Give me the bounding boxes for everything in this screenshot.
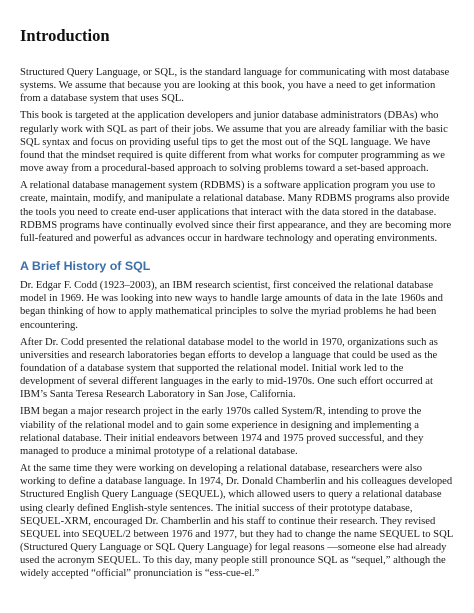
section-paragraph: IBM began a major research project in the early 1970s called System/R, intending to prove the viability of the relational model and to gain some experience in designing and implementing a relational database. Their initial endeavors between 1974 and 1975 proved successful, and they managed to produce a minimal prototype of a relational database. <box>20 406 424 457</box>
section-paragraph: At the same time they were working on developing a relational database, researchers were also working to define a database language. In 1974, Dr. Donald Chamberlin and his colleagues developed Structured English Query Language (SEQUEL), which allowed users to query a relational database using clearly defined English-style sentences. The initial success of their prototype database, SEQUEL-XRM, encouraged Dr. Chamberlin and his staff to continue their research. They revised SEQUEL into SEQUEL/2 between 1976 and 1977, but they had to change the name SEQUEL to SQL (Structured Query Language or SQL Query Language) for legal reasons —someone else had already used the acronym SEQUEL. To this day, many people still pronounce SQL as “sequel,” although the widely accepted “official” pronunciation is “ess-cue-el.” <box>20 463 453 580</box>
intro-paragraph: This book is targeted at the application developers and junior database administrators (DBAs) who regularly work with SQL as part of their jobs. We assume that you are already familiar with the basic SQL syntax and focus on providing useful tips to get the most out of the SQL language. We have found that the mindset required is quite different from what works for computer programming as we move away from a procedural-based approach to solving problems toward a set-based approach. <box>20 110 448 175</box>
page-title: Introduction <box>20 26 110 45</box>
section-paragraph: Dr. Edgar F. Codd (1923–2003), an IBM research scientist, first conceived the relational database model in 1969. He was looking into new ways to handle large amounts of data in the late 1960s and began thinking of how to apply mathematical principles to solve the myriad problems he had been encountering. <box>20 280 443 331</box>
intro-paragraph: Structured Query Language, or SQL, is the standard language for communicating with most database systems. We assume that because you are looking at this book, you have a need to get information from a database system that uses SQL. <box>20 67 450 105</box>
section-heading: A Brief History of SQL <box>20 259 151 274</box>
intro-paragraph: A relational database management system (RDBMS) is a software application program you use to create, maintain, modify, and manipulate a relational database. Many RDBMS programs also provide the tools you need to create end-user applications that interact with the data stored in the database. RDBMS programs have continually evolved since their first appearance, and they are becoming more full-featured and powerful as advances occur in hardware technology and operating environments. <box>20 180 452 244</box>
document-page <box>20 26 454 584</box>
section-paragraph: After Dr. Codd presented the relational database model to the world in 1970, organizations such as universities and research laboratories began efforts to develop a language that could be used as the foundation of a database system that supported the relational model. Initial work led to the development of several different languages in the early to mid-1970s. One such effort occurred at IBM’s Santa Teresa Research Laboratory in San Jose, California. <box>20 336 438 401</box>
